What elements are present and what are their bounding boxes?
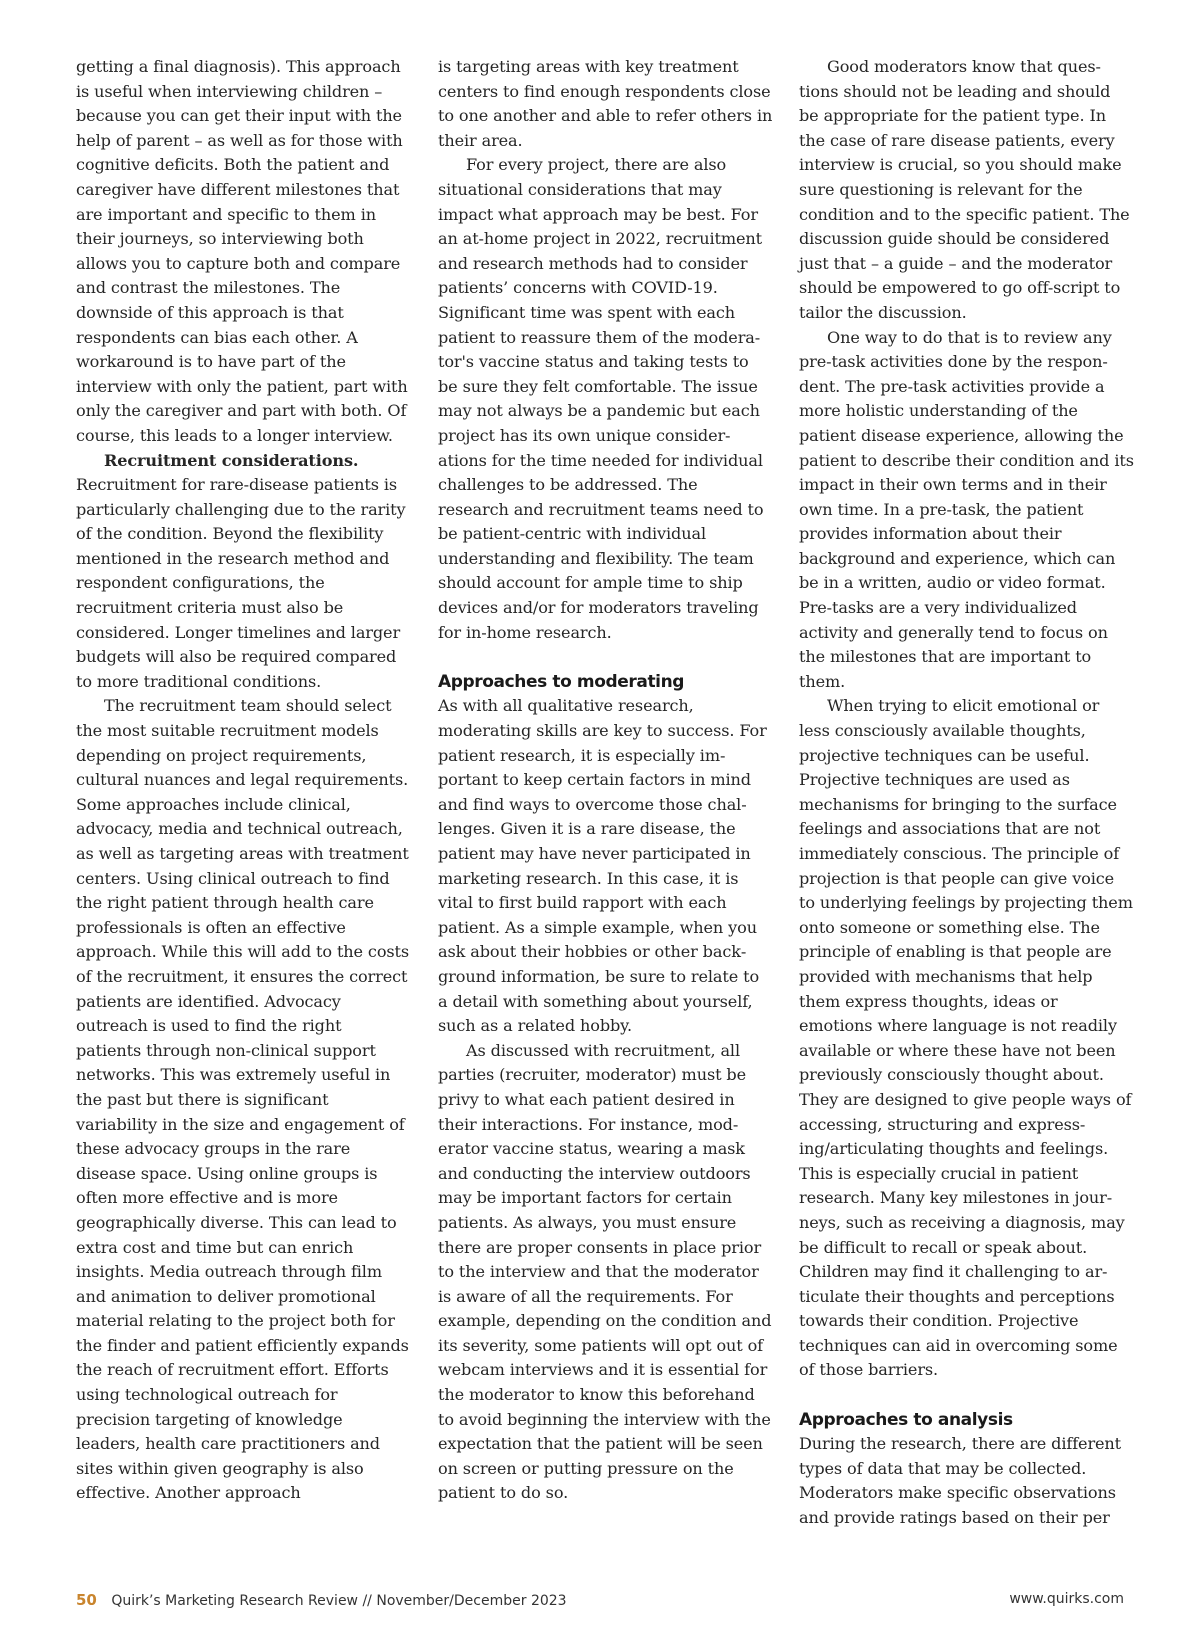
- spacer: [438, 645, 773, 670]
- paragraph: Good moderators know that questions should not be leading and should be appropriate for the patient type. In the case of rare disease patients, every interview is crucial, so you should make sure questioning is relevant for the condition and to the specific patient. The discussion guide should be considered just that – a guide – and the moderator should be empowered to go off-script to tailor the discussion.: [799, 57, 1130, 322]
- paragraph: For every project, there are also situational considerations that may impact what approach may be best. For an at-home project in 2022, recruitment and research methods had to consider patients’ concerns with COVID-19. Significant time was spent with each patient to reassure them of the moderator's vaccine status and taking tests to be sure they felt comfortable. The issue may not always be a pandemic but each project has its own unique considerations for the time needed for individual challenges to be addressed. The research and recruitment teams need to be patient-centric with individual understanding and flexibility. The team should account for ample time to ship devices and/or for moderators traveling for in-home research.: [438, 155, 764, 642]
- paragraph: is targeting areas with key treatment centers to find enough respondents close to one another and able to refer others in their area.: [438, 57, 773, 150]
- section-heading-analysis: Approaches to analysis: [799, 1409, 1013, 1430]
- paragraph: One way to do that is to review any pre-task activities done by the respondent. The pre-task activities provide a more holistic understanding of the patient disease experience, allowing the patient to describe their condition and its impact in their own terms and in their own time. In a pre-task, the patient provides information about their background and experience, which can be in a written, audio or video format. Pre-tasks are a very individualized activity and generally tend to focus on the milestones that are important to them.: [799, 327, 1134, 691]
- paragraph-body: Recruitment for rare-disease patients is particularly challenging due to the rarity of the condition. Beyond the flexibility mentioned in the research method and respondent configurations, the recruitment criteria must also be considered. Longer timelines and larger budgets will also be required compared to more traditional conditions.: [76, 475, 406, 691]
- text-column-3: [799, 55, 1134, 1531]
- text-column-2: [438, 55, 773, 1506]
- spacer: [799, 1383, 1134, 1408]
- paragraph: As discussed with recruitment, all parties (recruiter, moderator) must be privy to what each patient desired in their interactions. For instance, moderator vaccine status, wearing a mask and conducting the interview outdoors may be important factors for certain patients. As always, you must ensure there are proper consents in place prior to the interview and that the moderator is aware of all the requirements. For example, depending on the condition and its severity, some patients will opt out of webcam interviews and it is essential for the moderator to know this beforehand to avoid beginning the interview with the expectation that the patient will be seen on screen or putting pressure on the patient to do so.: [438, 1040, 772, 1503]
- section-heading-moderating: Approaches to moderating: [438, 671, 685, 692]
- paragraph: As with all qualitative research, moderating skills are key to success. For patient research, it is especially important to keep certain factors in mind and find ways to overcome those challenges. Given it is a rare disease, the patient may have never participated in marketing research. In this case, it is vital to first build rapport with each patient. As a simple example, when you ask about their hobbies or other background information, be sure to relate to a detail with something about yourself, such as a related hobby.: [438, 696, 767, 1036]
- website-url[interactable]: www.quirks.com: [1009, 1591, 1124, 1607]
- text-column-1: [76, 55, 411, 1506]
- publication-title: Quirk’s Marketing Research Review // November/December 2023: [111, 1593, 567, 1609]
- paragraph: getting a final diagnosis). This approach is useful when interviewing children – because you can get their input with the help of parent – as well as for those with cognitive deficits. Both the patient and caregiver have different milestones that are important and specific to them in their journeys, so interviewing both allows you to capture both and compare and contrast the milestones. The downside of this approach is that respondents can bias each other. A workaround is to have part of the interview with only the patient, part with only the caregiver and part with both. Of course, this leads to a longer interview.: [76, 57, 408, 445]
- page-footer: [76, 1591, 1124, 1613]
- run-in-heading: Recruitment considerations.: [104, 450, 359, 470]
- paragraph: When trying to elicit emotional or less consciously available thoughts, projective techniques can be useful. Projective techniques are used as mechanisms for bringing to the surface feelings and associations that are not immediately conscious. The principle of projection is that people can give voice to underlying feelings by projecting them onto someone or something else. The principle of enabling is that people are provided with mechanisms that help them express thoughts, ideas or emotions where language is not readily available or where these have not been previously consciously thought about. They are designed to give people ways of accessing, structuring and expressing/articulating thoughts and feelings. This is especially crucial in patient research. Many key milestones in journeys, such as receiving a diagnosis, may be difficult to recall or speak about. Children may find it challenging to articulate their thoughts and perceptions towards their condition. Projective techniques can aid in overcoming some of those barriers.: [799, 696, 1133, 1380]
- paragraph: During the research, there are different types of data that may be collected. Moderators make specific observations and provide ratings based on their per: [799, 1434, 1122, 1528]
- paragraph: The recruitment team should select the most suitable recruitment models depending on project requirements, cultural nuances and legal requirements. Some approaches include clinical, advocacy, media and technical outreach, as well as targeting areas with treatment centers. Using clinical outreach to find the right patient through health care professionals is often an effective approach. While this will add to the costs of the recruitment, it ensures the correct patients are identified. Advocacy outreach is used to find the right patients through non-clinical support networks. This was extremely useful in the past but there is significant variability in the size and engagement of these advocacy groups in the rare disease space. Using online groups is often more effective and is more geographically diverse. This can lead to extra cost and time but can enrich insights. Media outreach through film and animation to deliver promotional material relating to the project both for the finder and patient efficiently expands the reach of recruitment effort. Efforts using technological outreach for precision targeting of knowledge leaders, health care practitioners and sites within given geography is also effective. Another approach: [76, 696, 410, 1503]
- paragraph-recruitment: [76, 449, 411, 695]
- page-number: 50: [76, 1591, 97, 1609]
